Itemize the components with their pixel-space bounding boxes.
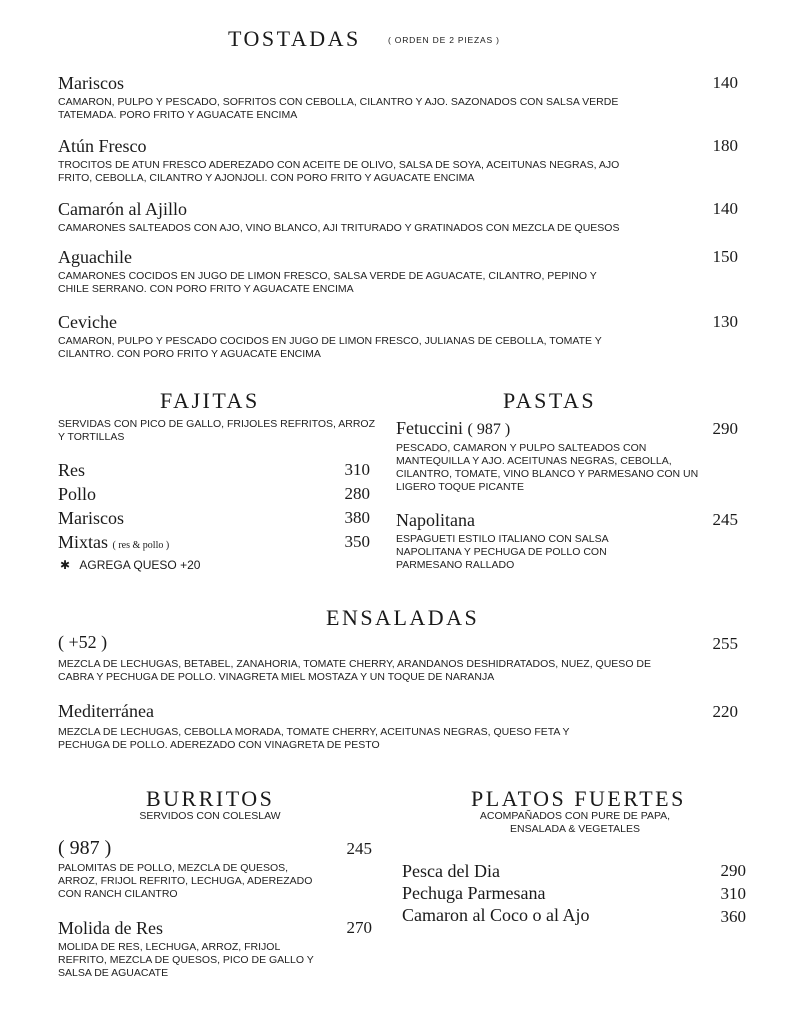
tostada-price: 130 xyxy=(712,312,738,331)
ensalada-desc: MEZCLA DE LECHUGAS, CEBOLLA MORADA, TOMATE CHERRY, ACEITUNAS NEGRAS, QUESO FETA Y PECHUGA DE POLLO. ADEREZADO CON VINAGRETA DE PESTO xyxy=(58,726,570,751)
tostada-desc: CAMARON, PULPO Y PESCADO COCIDOS EN JUGO DE LIMON FRESCO, JULIANAS DE CEBOLLA, TOMATE Y CILANTRO. CON PORO FRITO Y AGUACATE ENCIMA xyxy=(58,335,602,360)
burritos-note: SERVIDOS CON COLESLAW xyxy=(139,810,281,822)
tostadas-note: ( ORDEN DE 2 PIEZAS ) xyxy=(388,35,500,45)
burritos-title: BURRITOS xyxy=(146,786,275,811)
fajitas-extra-text: AGREGA QUESO +20 xyxy=(79,558,201,572)
fajita-name: Pollo xyxy=(58,484,97,504)
fajita-price: 310 xyxy=(344,460,370,479)
burrito-desc: PALOMITAS DE POLLO, MEZCLA DE QUESOS, ARROZ, FRIJOL REFRITO, LECHUGA, ADEREZADO CON RANCH CILANTRO xyxy=(58,862,313,900)
tostada-price: 180 xyxy=(712,136,738,155)
pasta-name: Napolitana xyxy=(396,510,475,530)
tostada-name: Mariscos xyxy=(58,73,124,93)
pasta-desc: ESPAGUETI ESTILO ITALIANO CON SALSA NAPOLITANA Y PECHUGA DE POLLO CON PARMESANO RALLADO xyxy=(396,533,609,571)
ensaladas-title: ENSALADAS xyxy=(326,605,480,630)
ensalada-name: ( +52 ) xyxy=(58,632,108,652)
ensalada-price: 220 xyxy=(712,702,738,721)
fajita-price: 280 xyxy=(344,484,370,503)
fajita-name: Mariscos xyxy=(58,508,124,528)
pasta-name: Fetuccini xyxy=(396,418,463,438)
platos-title: PLATOS FUERTES xyxy=(471,786,686,811)
pasta-price: 290 xyxy=(712,419,738,438)
tostada-price: 150 xyxy=(712,247,738,266)
pasta-desc: PESCADO, CAMARON Y PULPO SALTEADOS CON MANTEQUILLA Y AJO. ACEITUNAS NEGRAS, CEBOLLA, CILANTRO, TOMATE, VINO BLANCO Y PARMESANO CON UN LIGERO TOQUE PICANTE xyxy=(396,442,699,493)
plato-name: Camaron al Coco o al Ajo xyxy=(402,905,590,925)
fajita-name: Res xyxy=(58,460,85,480)
burrito-name: ( 987 ) xyxy=(58,837,112,859)
tostada-price: 140 xyxy=(712,199,738,218)
pastas-title: PASTAS xyxy=(503,388,597,413)
ensalada-desc: MEZCLA DE LECHUGAS, BETABEL, ZANAHORIA, TOMATE CHERRY, ARANDANOS DESHIDRATADOS, NUEZ, QUESO DE CABRA Y PECHUGA DE POLLO. VINAGRETA MIEL MOSTAZA Y UN TOQUE DE NARANJA xyxy=(58,658,651,683)
plato-price: 290 xyxy=(720,861,746,880)
pasta-price: 245 xyxy=(712,510,738,529)
tostada-desc: TROCITOS DE ATUN FRESCO ADEREZADO CON ACEITE DE OLIVO, SALSA DE SOYA, ACEITUNAS NEGRAS, AJO FRITO, CEBOLLA, CILANTRO Y AJONJOLI. CON PORO FRITO Y AGUACATE ENCIMA xyxy=(58,159,620,184)
plato-price: 360 xyxy=(720,907,746,926)
fajitas-desc: SERVIDAS CON PICO DE GALLO, FRIJOLES REFRITOS, ARROZ Y TORTILLAS xyxy=(58,418,376,443)
tostada-name: Aguachile xyxy=(58,247,132,267)
tostada-desc: CAMARON, PULPO Y PESCADO, SOFRITOS CON CEBOLLA, CILANTRO Y AJO. SAZONADOS CON SALSA VERDE TATEMADA. PORO FRITO Y AGUACATE ENCIMA xyxy=(58,96,619,121)
burrito-desc: MOLIDA DE RES, LECHUGA, ARROZ, FRIJOL REFRITO, MEZCLA DE QUESOS, PICO DE GALLO Y SALSA DE AGUACATE xyxy=(58,941,314,979)
tostadas-title: TOSTADAS xyxy=(228,26,361,51)
burrito-price: 270 xyxy=(346,918,372,937)
tostada-name: Atún Fresco xyxy=(58,136,147,156)
ensalada-name: Mediterránea xyxy=(58,701,154,721)
fajita-price: 380 xyxy=(344,508,370,527)
platos-note: ACOMPAÑADOS CON PURE DE PAPA, ENSALADA & VEGETALES xyxy=(479,810,671,835)
plato-price: 310 xyxy=(720,884,746,903)
tostada-name: Camarón al Ajillo xyxy=(58,199,187,219)
pasta-note: ( 987 ) xyxy=(467,421,511,438)
burrito-price: 245 xyxy=(346,839,372,858)
fajitas-extra xyxy=(60,558,200,572)
pasta-fetuccini xyxy=(396,418,510,440)
plato-name: Pesca del Dia xyxy=(402,861,500,881)
tostada-name: Ceviche xyxy=(58,312,117,332)
tostada-desc: CAMARONES SALTEADOS CON AJO, VINO BLANCO, AJI TRITURADO Y GRATINADOS CON MEZCLA DE QUESOS xyxy=(58,222,620,234)
fajita-name: Mixtas xyxy=(58,532,109,552)
tostada-desc: CAMARONES COCIDOS EN JUGO DE LIMON FRESCO, SALSA VERDE DE AGUACATE, CILANTRO, PEPINO Y CHILE SERRANO. CON PORO FRITO Y AGUACATE ENCIMA xyxy=(58,270,597,295)
fajita-note: ( res & pollo ) xyxy=(112,540,170,551)
burrito-name: Molida de Res xyxy=(58,918,163,938)
fajitas-title: FAJITAS xyxy=(160,388,260,413)
plato-name: Pechuga Parmesana xyxy=(402,883,546,903)
asterisk-icon: ✱ xyxy=(60,558,71,572)
fajita-price: 350 xyxy=(344,532,370,551)
tostada-price: 140 xyxy=(712,73,738,92)
ensalada-price: 255 xyxy=(712,634,738,653)
fajita-mixtas xyxy=(58,532,169,556)
